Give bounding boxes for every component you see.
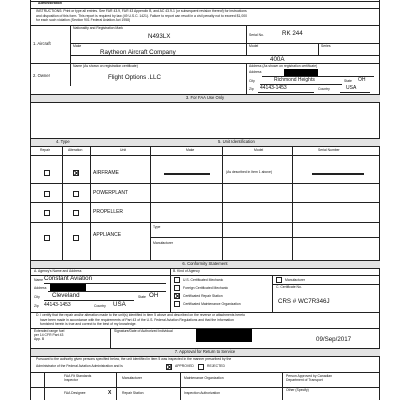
appliance-type-label: Type [153,225,161,229]
make-value: Raytheon Aircraft Company [100,49,176,56]
powerplant-repair-checkbox[interactable] [44,191,50,197]
agency-address-label: Address [34,286,47,290]
divider [30,102,380,103]
statement-line-1: D. I certify that the repair and/or alteration made to the unit(s) identified in item 5 above and described on the reverse or attachments hereto [36,313,246,317]
approval-row2-col-4: Other (Specify) [286,388,309,392]
powerplant-alteration-checkbox[interactable] [73,191,79,197]
airframe-make-dash [164,173,210,175]
approval-text-line-2: Administrator of the Federal Aviation Administration and is [36,364,123,368]
appliance-repair-checkbox[interactable] [44,235,50,241]
instructions-line-3: for each such violation (Section 901 Federal Aviation Act 1958) [36,18,131,22]
owner-section-label: 2. Owner [33,73,50,78]
section-header-bg [31,139,380,146]
approval-col-4-line-2: Department of Transport [286,378,323,382]
agency-name-label: Name [34,278,44,282]
make-label: Make [73,44,82,48]
owner-country-value: USA [346,85,357,91]
approval-text-line-1: Pursuant to the authority given persons specified below, the unit identified in item 5 was inspected in the manner prescribed by the [36,357,232,361]
maintenance-org-checkbox[interactable] [174,301,180,307]
unit-appliance-label: APPLIANCE [93,232,122,238]
airframe-serial-dash [312,173,364,175]
divider [150,237,380,238]
redacted-signature [196,329,252,342]
rejected-checkbox[interactable] [198,364,204,370]
divider [30,146,380,147]
owner-address-sub-label: Address [249,70,262,74]
divider [30,387,380,388]
owner-city-value: Richmond Heights [274,77,315,83]
divider [246,63,247,94]
agency-zip-value: 44143-1453 [44,302,71,308]
divider [30,372,380,373]
approval-col-1-line-2: Inspector [64,378,78,382]
divider [222,146,223,260]
divider [150,146,151,260]
us-mechanic-label: U.S. Certificated Mechanic [183,277,224,282]
agency-state-label: State [138,295,146,299]
airframe-model-note: (As described in Item 1 above) [226,170,272,174]
underline [340,92,370,93]
agency-city-value: Cleveland [52,292,80,299]
repair-station-checkbox[interactable] [174,293,180,299]
statement-line-3: furnished herein is true and correct to the best of my knowledge. [40,322,137,326]
us-mechanic-checkbox[interactable] [174,277,180,283]
appliance-manufacturer-label: Manufacturer [153,241,173,245]
appliance-alteration-checkbox[interactable] [73,235,79,241]
divider [30,1,380,2]
divider [110,328,111,348]
owner-state-value: OH [358,77,366,83]
conformity-section-label: 6. Conformity Statement [182,261,228,266]
redacted-block [50,284,86,291]
model-value: 400A [270,56,285,63]
unit-airframe-label: AIRFRAME [93,170,119,176]
serial-label: Serial No. [249,33,264,37]
instructions-line-2: and disposition of this form. This report is required by law (49 U.S.C. 1421). Failure to report can result in a civil penalty not to exceed $1,000 [36,13,248,18]
cert-no-label: C. Certificate No. [276,285,302,289]
approval-col-2-line-1: Manufacturer [122,376,142,380]
divider [272,275,273,312]
foreign-mechanic-label: Foreign Certificated Mechanic [183,285,229,290]
type-section-label: 4. Type [56,139,70,144]
unit-propeller-label: PROPELLER [93,209,124,215]
unit-col-label: Unit [120,148,127,152]
nationality-value: N493LX [148,33,171,40]
maintenance-org-label: Certificated Maintenance Organization [183,301,241,306]
owner-name-label: Name (As shown on registration certificate) [73,64,138,68]
unit-id-section-label: 5. Unit Identification [218,139,255,144]
cert-no-value: CRS # WC7R346J [278,298,330,305]
approval-col-3-line-1: Maintenance Organization [184,376,224,380]
divider [30,268,380,269]
foreign-mechanic-checkbox[interactable] [174,285,180,291]
approved-label: APPROVED [175,364,194,368]
statement-line-2: have been made in accordance with the requirements of Part 43 of the U.S. Federal Aviation Regulations and that the information [40,317,234,322]
divider [318,43,319,55]
approval-col-4-line-1: Person Approved by Canadian [286,374,332,378]
owner-zip-value: 44143-1453 [260,85,287,91]
approval-row2-col-1: FAA Designee [64,391,86,395]
agency-country-value: USA [113,301,126,308]
divider [292,146,293,260]
divider [116,372,117,400]
model-col-label: Model [254,148,264,152]
extended-label-3: App. B [34,337,45,341]
admin-label: Administration [38,0,62,5]
signature-label: Signature/Date of Authorized Individual [114,329,173,333]
divider [282,372,283,400]
manufacturer-kind-checkbox[interactable] [276,277,282,283]
approval-row2-x-mark: X [108,390,112,396]
signature-date-value: 09/Sep/2017 [316,336,352,343]
agency-zip-label: Zip [34,304,39,308]
faa-use-section-label: 3. For FAA Use Only [185,95,225,100]
divider [30,202,380,203]
agency-country-label: Country [94,304,106,308]
agency-name-value: Constant Aviation [44,275,93,282]
series-label: Series [321,44,331,48]
repair-col-label: Repair [40,148,50,152]
owner-address-label: Address (As shown on registration certificate) [249,64,318,68]
approval-col-1-line-1: FAA Flt Standards [64,374,92,378]
agency-city-label: City [34,295,40,299]
agency-state-value: OH [149,292,159,299]
owner-country-label: Country [318,87,330,91]
divider [90,146,91,260]
manufacturer-kind-label: Manufacturer [285,277,305,282]
owner-city-label: City [249,79,255,83]
divider [70,43,380,44]
divider [30,183,380,184]
serial-col-label: Serial Number [318,148,340,152]
divider [44,372,45,400]
extended-label-1: Extended range fuel [34,329,65,333]
owner-zip-label: Zip [249,87,254,91]
propeller-alteration-checkbox[interactable] [73,210,79,216]
approved-checkbox[interactable] [166,364,172,370]
approval-row2-col-3: Inspection Authorization [184,391,221,395]
alteration-col-label: Alteration [68,148,83,152]
extended-label-2: per 14 CFR Part 43 [34,333,64,337]
serial-value: RK 244 [282,30,303,37]
airframe-repair-checkbox[interactable] [44,170,50,176]
kind-agency-label: B. Kind of Agency [173,269,200,273]
divider [62,146,63,260]
owner-state-label: State [344,79,352,83]
model-label: Model [249,44,259,48]
redacted-block [284,69,318,76]
unit-powerplant-label: POWERPLANT [93,190,129,196]
divider [30,155,380,156]
agency-label: A. Agency's Name and Address [34,269,82,273]
propeller-repair-checkbox[interactable] [44,210,50,216]
approval-section-label: 7. Approval for Return to Service [174,349,236,354]
divider [30,222,380,223]
aircraft-section-label: 1. Aircraft [33,41,51,46]
divider [246,25,247,55]
divider [180,372,181,400]
repair-station-label: Certificated Repair Station [183,293,223,298]
divider [70,55,380,56]
make-col-label: Make [186,148,195,152]
nationality-label: Nationality and Registration Mark [73,26,123,30]
underline [258,92,314,93]
instructions-line-1: INSTRUCTIONS: Print or type all entries. See FAR 43.9, FAR 43 Appendix B, and AC 43.9-1 (or subsequent revision thereof) for instructions [36,9,247,13]
airframe-alteration-checkbox[interactable] [73,170,79,176]
owner-name-value: Flight Options .LLC [108,74,161,81]
approval-row2-col-2: Repair Station [122,391,144,395]
rejected-label: REJECTED [207,364,225,368]
